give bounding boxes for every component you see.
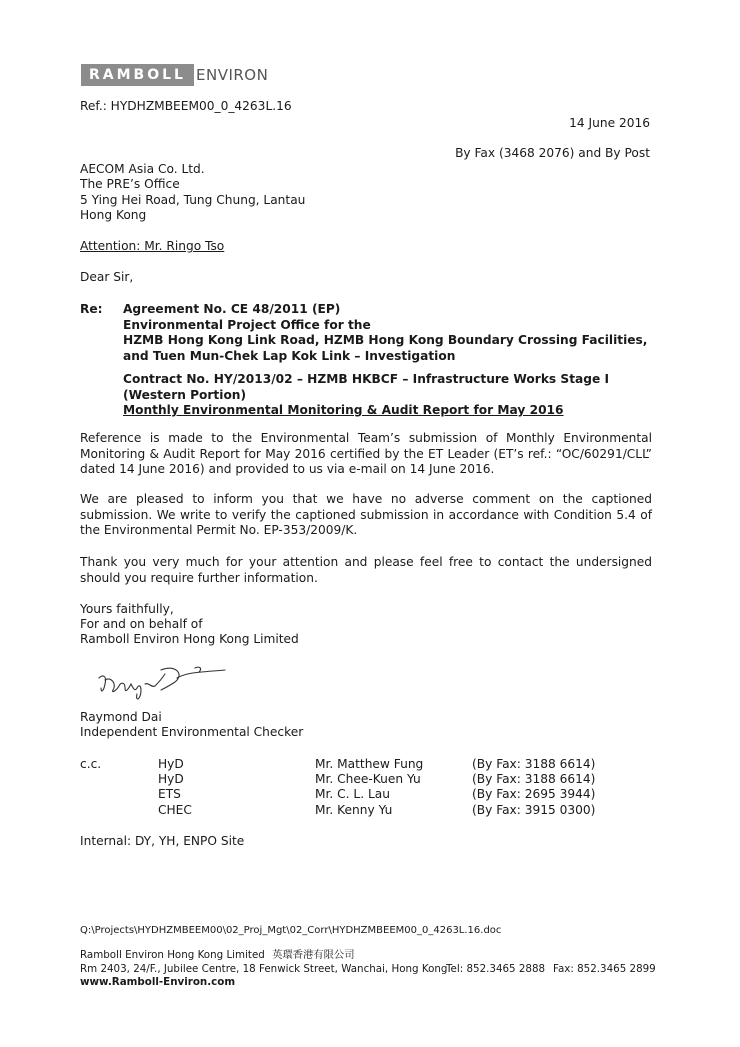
body-paragraph: We are pleased to inform you that we have no adverse comment on the captioned submission. We write to verify the captioned submission in accordance with Condition 5.4 of the Environmental Permit No. EP-353/2009/K. xyxy=(80,492,652,537)
address-line: 5 Ying Hei Road, Tung Chung, Lantau xyxy=(80,193,306,207)
footer-address: Rm 2403, 24/F., Jubilee Centre, 18 Fenwick Street, Wanchai, Hong Kong xyxy=(80,963,448,975)
cc-org: HyD xyxy=(158,772,184,786)
re-subject: Monthly Environmental Monitoring & Audit Report for May 2016 xyxy=(123,403,564,417)
signatory-name: Raymond Dai xyxy=(80,710,162,724)
address-line: Hong Kong xyxy=(80,208,147,222)
delivery-method: By Fax (3468 2076) and By Post xyxy=(455,146,650,160)
file-path: Q:\Projects\HYDHZMBEEM00\02_Proj_Mgt\02_Corr\HYDHZMBEEM00_0_4263L.16.doc xyxy=(80,925,502,936)
salutation: Dear Sir, xyxy=(80,270,134,284)
re-contract-line: Contract No. HY/2013/02 – HZMB HKBCF – Infrastructure Works Stage I xyxy=(123,372,610,386)
attention-line: Attention: Mr. Ringo Tso xyxy=(80,239,225,253)
handwritten-signature xyxy=(95,660,245,705)
body-paragraph: Reference is made to the Environmental Team’s submission of Monthly Environmental Monitoring & Audit Report for May 2016 certified by the ET Leader (ET’s ref.: “OC/60291/CLL” dated 14 June 2016) and provided to us via e-mail on 14 June 2016. xyxy=(80,431,652,476)
re-heading-line: HZMB Hong Kong Link Road, HZMB Hong Kong Boundary Crossing Facilities, xyxy=(123,333,648,347)
internal-distribution: Internal: DY, YH, ENPO Site xyxy=(80,834,245,848)
cc-org: CHEC xyxy=(158,803,192,817)
cc-person: Mr. Matthew Fung xyxy=(315,757,424,771)
re-heading-line: and Tuen Mun-Chek Lap Kok Link – Investigation xyxy=(123,348,456,363)
re-heading-line: Environmental Project Office for the xyxy=(123,317,371,332)
cc-org: HyD xyxy=(158,757,184,771)
address-line: The PRE’s Office xyxy=(80,177,180,191)
re-contract-block xyxy=(123,372,653,419)
letter-date: 14 June 2016 xyxy=(569,116,650,130)
cc-fax: (By Fax: 2695 3944) xyxy=(472,787,596,801)
closing-line: Ramboll Environ Hong Kong Limited xyxy=(80,632,299,646)
cc-person: Mr. Chee-Kuen Yu xyxy=(315,772,421,786)
footer-company-name: Ramboll Environ Hong Kong Limited xyxy=(80,949,265,961)
cc-fax: (By Fax: 3188 6614) xyxy=(472,772,596,786)
footer-tel: Tel: 852.3465 2888 xyxy=(446,963,546,975)
closing-line: For and on behalf of xyxy=(80,617,203,631)
body-paragraph: Thank you very much for your attention and please feel free to contact the undersigned should you require further information. xyxy=(80,555,652,585)
re-heading-line: Agreement No. CE 48/2011 (EP) xyxy=(123,302,341,316)
company-logo-text: ENVIRON xyxy=(196,66,269,84)
cc-fax: (By Fax: 3915 0300) xyxy=(472,803,596,817)
footer-fax: Fax: 852.3465 2899 xyxy=(553,963,656,975)
reference-number: Ref.: HYDHZMBEEM00_0_4263L.16 xyxy=(80,99,292,113)
cc-org: ETS xyxy=(158,787,181,801)
cc-fax: (By Fax: 3188 6614) xyxy=(472,757,596,771)
cc-person: Mr. C. L. Lau xyxy=(315,787,390,801)
signatory-title: Independent Environmental Checker xyxy=(80,725,304,739)
re-contract-line: (Western Portion) xyxy=(123,387,247,402)
cc-label: c.c. xyxy=(80,757,102,771)
footer-website[interactable]: www.Ramboll-Environ.com xyxy=(80,976,236,988)
re-heading-block xyxy=(123,302,653,364)
cc-person: Mr. Kenny Yu xyxy=(315,803,393,817)
re-label: Re: xyxy=(80,302,103,316)
footer-company-cn: 英環香港有限公司 xyxy=(272,949,355,961)
address-line: AECOM Asia Co. Ltd. xyxy=(80,162,205,176)
company-logo-box: RAMBOLL xyxy=(81,64,194,86)
closing-line: Yours faithfully, xyxy=(80,602,174,616)
